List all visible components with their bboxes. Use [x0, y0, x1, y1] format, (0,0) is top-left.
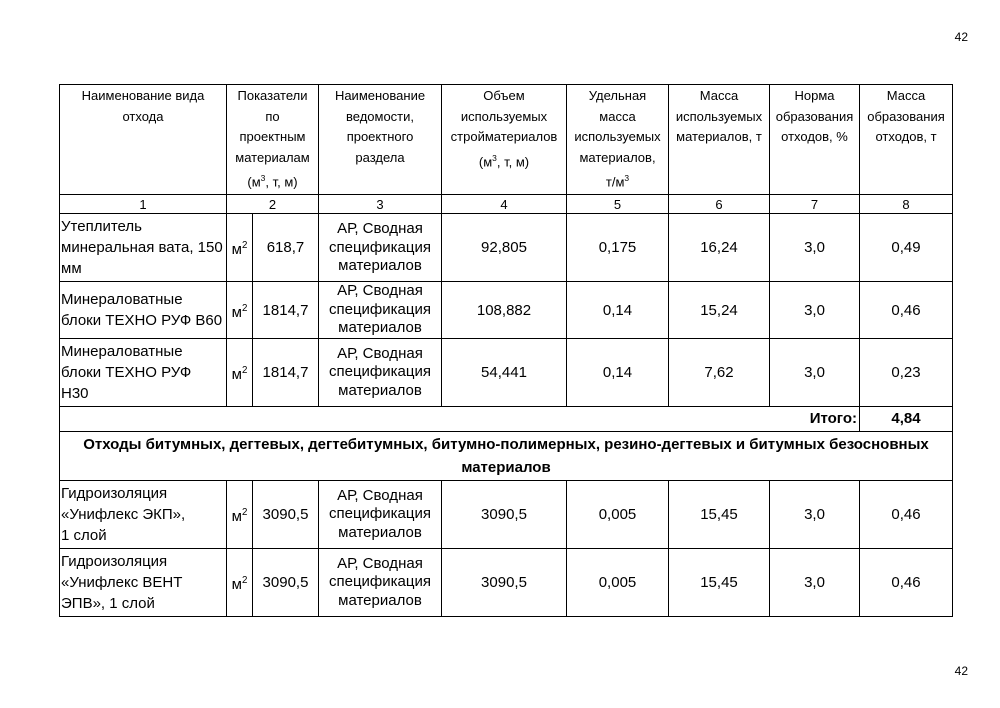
column-number: 3 [319, 195, 442, 214]
volume-cell: 54,441 [442, 338, 567, 406]
document-cell: АР, Сводная спецификация материалов [319, 282, 442, 339]
mass-cell: 15,24 [669, 282, 770, 339]
total-value: 4,84 [860, 406, 953, 431]
document-cell: АР, Сводная спецификация материалов [319, 214, 442, 282]
column-number: 8 [860, 195, 953, 214]
waste-mass-cell: 0,46 [860, 282, 953, 339]
column-number: 5 [567, 195, 669, 214]
mass-cell: 15,45 [669, 480, 770, 548]
header-col-norm: Норма образования отходов, % [770, 85, 860, 195]
document-cell: АР, Сводная спецификация материалов [319, 338, 442, 406]
norm-cell: 3,0 [770, 338, 860, 406]
volume-cell: 3090,5 [442, 548, 567, 616]
table-row [60, 480, 953, 548]
density-cell: 0,14 [567, 282, 669, 339]
mass-cell: 16,24 [669, 214, 770, 282]
waste-name-cell: Гидроизоляция «Унифлекс ЭКП», 1 слой [60, 480, 227, 548]
density-cell: 0,005 [567, 548, 669, 616]
mass-cell: 7,62 [669, 338, 770, 406]
column-number: 6 [669, 195, 770, 214]
header-col-mass: Масса используемых материалов, т [669, 85, 770, 195]
waste-name-cell: Минераловатные блоки ТЕХНО РУФ Н30 [60, 338, 227, 406]
density-cell: 0,175 [567, 214, 669, 282]
column-number: 1 [60, 195, 227, 214]
quantity-cell: 618,7 [253, 214, 319, 282]
waste-name-cell: Гидроизоляция «Унифлекс ВЕНТ ЭПВ», 1 слой [60, 548, 227, 616]
header-col-project-indicators: Показатели по проектным материалам ($м^3$, т, м) [227, 85, 319, 195]
header-col-statement-name: Наименование ведомости, проектного раздела [319, 85, 442, 195]
section-header-row [60, 431, 953, 480]
quantity-cell: 1814,7 [253, 338, 319, 406]
unit-cell: $м^2$ [227, 548, 253, 616]
unit-cell: $м^2$ [227, 214, 253, 282]
quantity-cell: 3090,5 [253, 548, 319, 616]
unit-cell: $м^2$ [227, 282, 253, 339]
waste-name-cell: Утеплитель минеральная вата, 150 мм [60, 214, 227, 282]
table-row [60, 548, 953, 616]
column-number: 7 [770, 195, 860, 214]
quantity-cell: 3090,5 [253, 480, 319, 548]
density-cell: 0,005 [567, 480, 669, 548]
waste-table [59, 84, 953, 617]
norm-cell: 3,0 [770, 282, 860, 339]
header-col-waste-name: Наименование вида отхода [60, 85, 227, 195]
column-numbers-row [60, 195, 953, 214]
table-row [60, 214, 953, 282]
total-label: Итого: [60, 406, 860, 431]
header-col-waste-mass: Масса образования отходов, т [860, 85, 953, 195]
waste-mass-cell: 0,49 [860, 214, 953, 282]
page-number-top: 42 [954, 30, 968, 44]
unit-cell: $м^2$ [227, 480, 253, 548]
document-cell: АР, Сводная спецификация материалов [319, 480, 442, 548]
quantity-cell: 1814,7 [253, 282, 319, 339]
header-row [60, 85, 953, 195]
waste-mass-cell: 0,46 [860, 548, 953, 616]
section-title: Отходы битумных, дегтевых, дегтебитумных, битумно-полимерных, резино-дегтевых и битумных безосновных материалов [60, 431, 953, 480]
header-col-volume: Объем используемых стройматериалов ($м^3$, т, м) [442, 85, 567, 195]
header-col-density: Удельная масса используемых материалов, $т/м^3$ [567, 85, 669, 195]
norm-cell: 3,0 [770, 214, 860, 282]
waste-mass-cell: 0,46 [860, 480, 953, 548]
volume-cell: 3090,5 [442, 480, 567, 548]
unit-cell: $м^2$ [227, 338, 253, 406]
volume-cell: 108,882 [442, 282, 567, 339]
waste-name-cell: Минераловатные блоки ТЕХНО РУФ В60 [60, 282, 227, 339]
waste-mass-cell: 0,23 [860, 338, 953, 406]
page-number-bottom: 42 [954, 664, 968, 678]
table-row [60, 282, 953, 339]
density-cell: 0,14 [567, 338, 669, 406]
mass-cell: 15,45 [669, 548, 770, 616]
norm-cell: 3,0 [770, 480, 860, 548]
column-number: 4 [442, 195, 567, 214]
column-number: 2 [227, 195, 319, 214]
norm-cell: 3,0 [770, 548, 860, 616]
table-row [60, 338, 953, 406]
document-cell: АР, Сводная спецификация материалов [319, 548, 442, 616]
volume-cell: 92,805 [442, 214, 567, 282]
total-row [60, 406, 953, 431]
